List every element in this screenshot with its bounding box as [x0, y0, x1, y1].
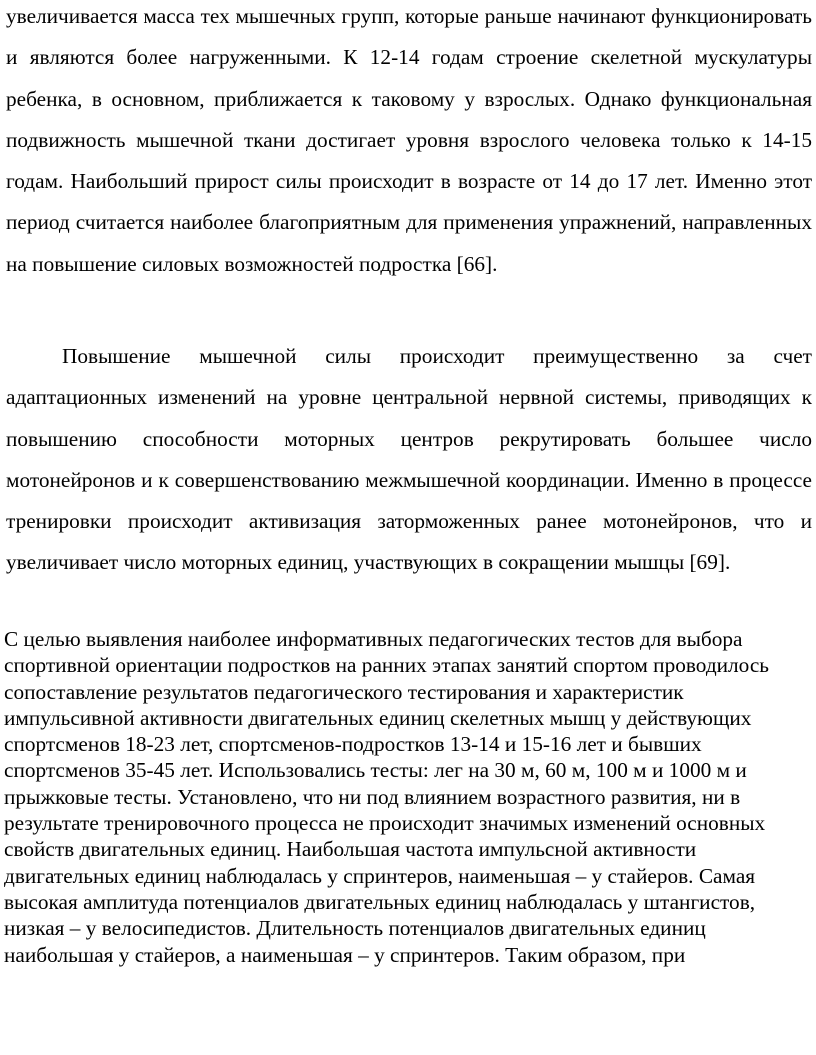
paragraph-muscle-strength: Повышение мышечной силы происходит преимущественно за счет адаптационных изменений на уровне центральной нервной системы, приводящих к повышению способности моторных центров рекрутировать большее число мотонейронов и к совершенствованию межмышечной координации. Именно в процессе тренировки происходит активизация заторможенных ранее мотонейронов, что и увеличивает число моторных единиц, участвующих в сокращении мышцы [69]. — [6, 344, 812, 575]
paragraph-pedagogical-tests: С целью выявления наиболее информативных педагогических тестов для выбора спортивной ориентации подростков на ранних этапах занятий спортом проводилось сопоставление результатов педагогического тестирования и характеристик импульсивной активности двигательных единиц скелетных мышц у действующих спортсменов 18-23 лет, спортсменов-подростков 13-14 и 15-16 лет и бывших спортсменов 35-45 лет. Использовались тесты: лег на 30 м, 60 м, 100 м и 1000 м и прыжковые тесты. Установлено, что ни под влиянием возрастного развития, ни в результате тренировочного процесса не происходит значимых изменений основных свойств двигательных единиц. Наибольшая частота импульсной активности двигательных единиц наблюдалась у спринтеров, наименьшая – у стайеров. Самая высокая амплитуда потенциалов двигательных единиц наблюдалась у штангистов, низкая – у велосипедистов. Длительность потенциалов двигательных единиц наибольшая у стайеров, а наименьшая – у спринтеров. Таким образом, при — [4, 627, 770, 967]
paragraph-muscle-development: увеличивается масса тех мышечных групп, которые раньше начинают функционировать и являются более нагруженными. К 12-14 годам строение скелетной мускулатуры ребенка, в основном, приближается к таковому у взрослых. Однако функциональная подвижность мышечной ткани достигает уровня взрослого человека только к 14-15 годам. Наибольший прирост силы происходит в возрасте от 14 до 17 лет. Именно этот период считается наиболее благоприятным для применения упражнений, направленных на повышение силовых возможностей подростка [66]. — [6, 4, 812, 276]
